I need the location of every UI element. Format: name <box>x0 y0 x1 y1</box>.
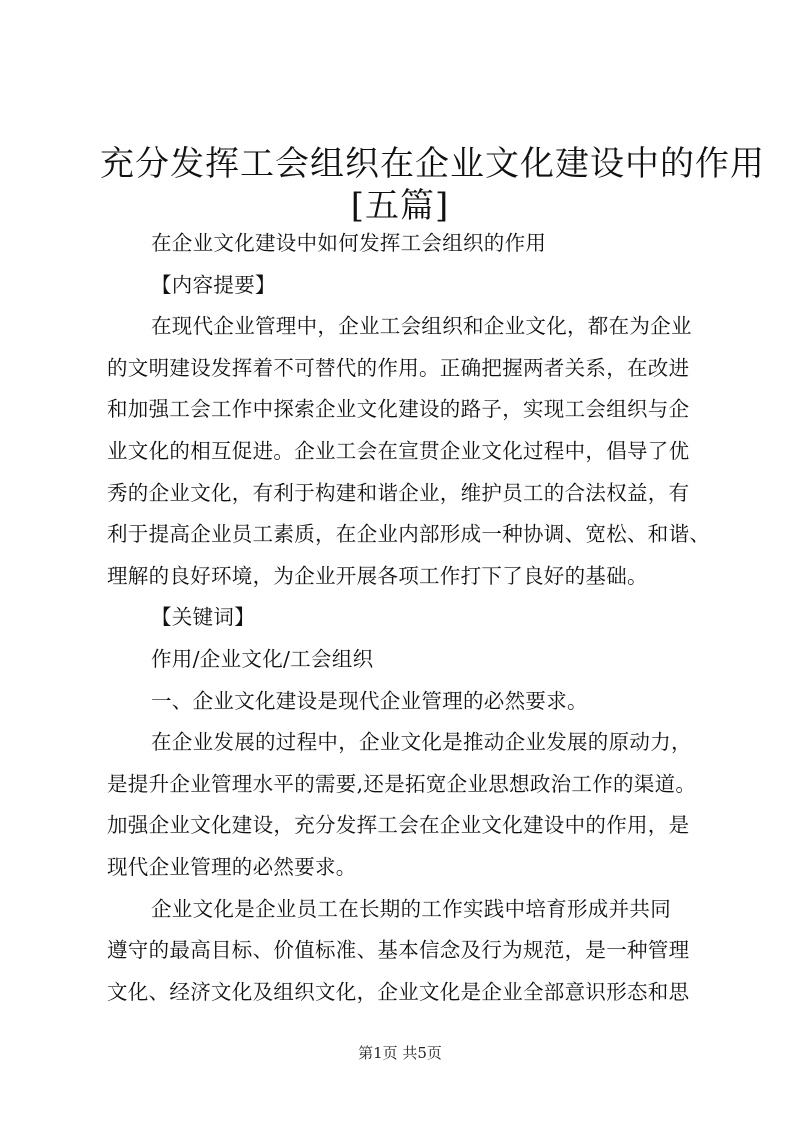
document-title-line-1: 充分发挥工会组织在企业文化建设中的作用 <box>100 144 765 184</box>
body-line: 一、企业文化建设是现代企业管理的必然要求。 <box>151 688 588 713</box>
body-line: 在现代企业管理中，企业工会组织和企业文化，都在为企业 <box>151 314 692 339</box>
document-title-line-2: [五篇] <box>350 186 450 226</box>
body-line: 【内容提要】 <box>151 272 276 297</box>
body-line: 【关键词】 <box>151 605 255 630</box>
document-body <box>107 223 711 1013</box>
body-line: 和加强工会工作中探索企业文化建设的路子，实现工会组织与企 <box>107 397 690 422</box>
body-line: 是提升企业管理水平的需要,还是拓宽企业思想政治工作的渠道。 <box>107 771 697 796</box>
body-line: 在企业发展的过程中，企业文化是推动企业发展的原动力， <box>151 730 692 755</box>
body-line: 作用/企业文化/工会组织 <box>151 646 374 671</box>
body-line: 在企业文化建设中如何发挥工会组织的作用 <box>151 231 547 255</box>
body-line: 利于提高企业员工素质，在企业内部形成一种协调、宽松、和谐、 <box>107 522 711 547</box>
page-footer: 第1页 共5页 <box>358 1044 442 1062</box>
body-line: 现代企业管理的必然要求。 <box>107 854 357 879</box>
body-line: 理解的良好环境，为企业开展各项工作打下了良好的基础。 <box>107 563 648 588</box>
body-line: 的文明建设发挥着不可替代的作用。正确把握两者关系，在改进 <box>107 355 690 380</box>
body-line: 文化、经济文化及组织文化，企业文化是企业全部意识形态和思 <box>107 979 690 1004</box>
body-line: 遵守的最高目标、价值标准、基本信念及行为规范，是一种管理 <box>107 938 690 963</box>
body-line: 企业文化是企业员工在长期的工作实践中培育形成并共同 <box>151 896 671 921</box>
body-line: 加强企业文化建设，充分发挥工会在企业文化建设中的作用，是 <box>107 813 690 838</box>
body-line: 业文化的相互促进。企业工会在宣贯企业文化过程中，倡导了优 <box>107 438 690 463</box>
body-line: 秀的企业文化，有利于构建和谐企业，维护员工的合法权益，有 <box>107 480 690 505</box>
